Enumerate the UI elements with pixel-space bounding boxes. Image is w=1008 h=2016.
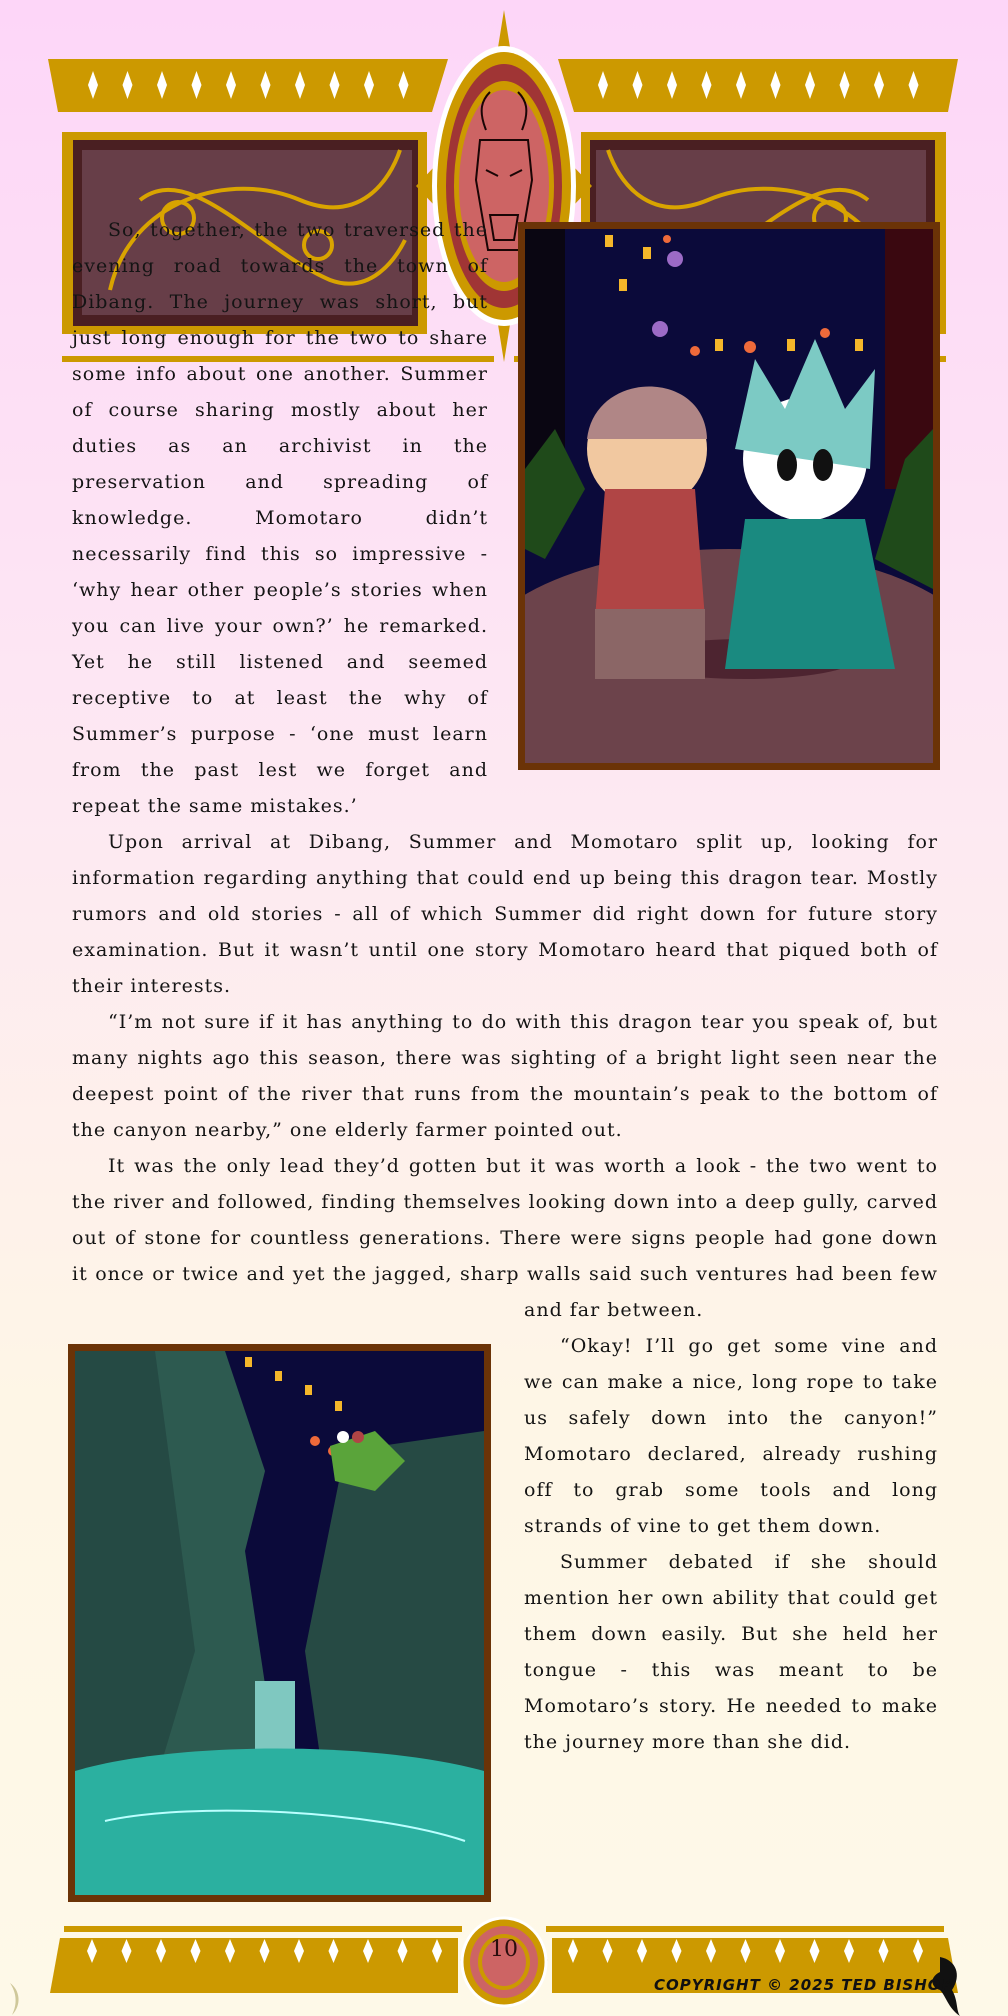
paragraph: So, together, the two traversed the evening road towards the town of Dibang. The journey was short, but just long enough for the two to share some info about one another. Summer of course sharing mostly about her duties as an archivist in the preservation and spreading of knowledge. Momotaro didn’t necessarily find this so impressive - ‘why hear other people’s stories when you can live your own?’ he remarked. Yet he still listened and seemed receptive to at least the why of Summer’s purpose - ‘one must learn from the past lest we forget and repeat the same mistakes.’ [72, 219, 488, 817]
copyright-notice: COPYRIGHT © 2025 TED BISHOP [654, 1976, 954, 1994]
paragraph: “Okay! I’ll go get some vine and we can make a nice, long rope to take us safely down into the canyon!” Momotaro declared, already rushing off to grab some tools and long strands of vine to get them down. [524, 1335, 938, 1537]
moon-decoration-icon [10, 1983, 19, 2015]
header-top-band-right [558, 59, 958, 112]
illustration-float-space [488, 212, 938, 778]
paragraph: “I’m not sure if it has anything to do with this dragon tear you speak of, but many nights ago this season, there was sighting of a bright light seen near the deepest point of the river that runs from the mountain’s peak to the bottom of the canyon nearby,” one elderly farmer pointed out. [72, 1011, 938, 1141]
story-text [72, 212, 938, 1852]
header-top-band-left [48, 59, 448, 112]
paragraph: Summer debated if she should mention her own ability that could get them down easily. But she held her tongue - this was meant to be Momotaro’s story. He needed to make the journey more than she did. [524, 1551, 938, 1753]
page-number: 10 [490, 1937, 518, 1962]
paragraph: It was the only lead they’d gotten but it was worth a look - the two went to the river and followed, finding themselves looking down into a deep gully, carved out of stone for countless generations. There were signs people had gone down it once or twice and yet the jagged, sharp walls said such ventures had been few and far between. [72, 1155, 938, 1321]
paragraph: Upon arrival at Dibang, Summer and Momotaro split up, looking for information regarding anything that could end up being this dragon tear. Mostly rumors and old stories - all of which Summer did right down for future story examination. But it wasn’t until one story Momotaro heard that piqued both of their interests. [72, 831, 938, 997]
illustration-float-space [72, 1292, 524, 1852]
